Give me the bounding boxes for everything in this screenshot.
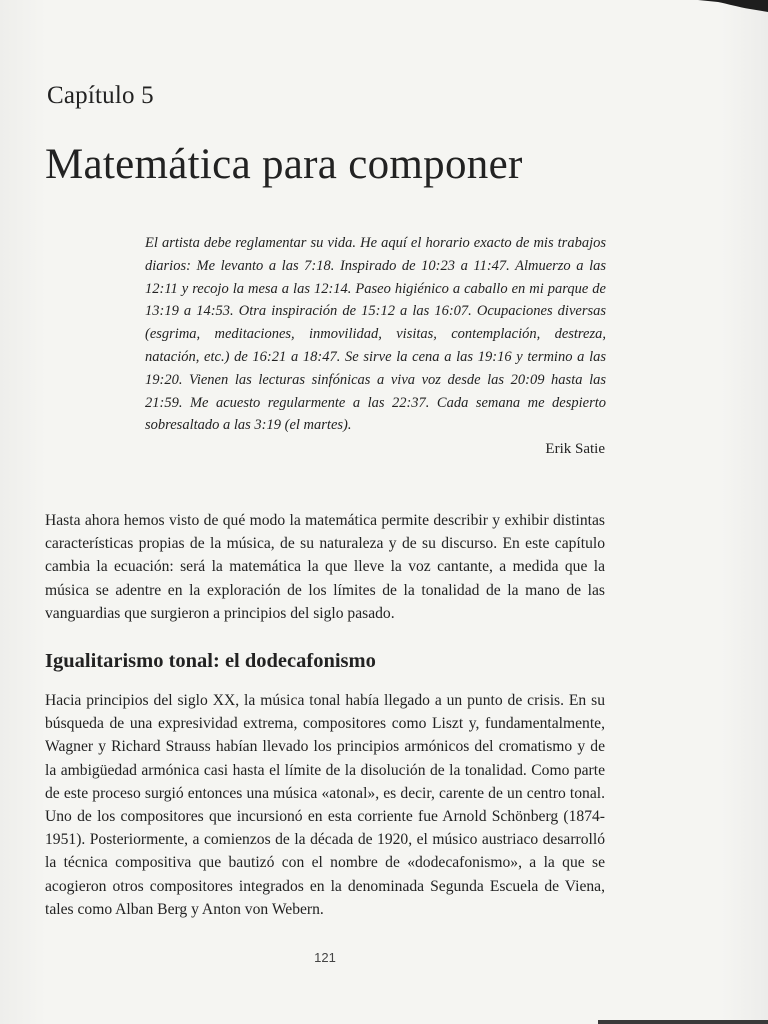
intro-paragraph: Hasta ahora hemos visto de qué modo la matemática permite describir y exhibir distintas características propias de la música, de su naturaleza y de su discurso. En este capítulo cambia la ecuación: será la matemática la que lleve la voz cantante, a medida que la música se adentre en la exploración de los límites de la tonalidad de la mano de las vanguardias que surgieron a principios del siglo pasado.: [45, 512, 605, 622]
scan-bottom-edge: [598, 1020, 768, 1024]
page-number: 121: [314, 950, 336, 965]
scan-corner-shadow: [698, 0, 768, 12]
epigraph-author: Erik Satie: [545, 441, 605, 457]
chapter-label: Capítulo 5: [47, 82, 154, 109]
section-paragraph: Hacia principios del siglo XX, la música tonal había llegado a un punto de crisis. En su búsqueda de una expresividad extrema, compositores como Liszt y, fundamentalmente, Wagner y Richard Strauss habían llevado los principios armónicos del cromatismo y de la ambigüedad armónica casi hasta el límite de la disolución de la tonalidad. Como parte de este proceso surgió entonces una música «atonal», es decir, carente de un centro tonal. Uno de los compositores que incursionó en esta corriente fue Arnold Schönberg (1874-1951). Posteriormente, a comienzos de la década de 1920, el músico austriaco desarrolló la técnica compositiva que bautizó con el nombre de «dodecafonismo», a la que se acogieron otros compositores integrados en la denominada Segunda Escuela de Viena, tales como Alban Berg y Anton von Webern.: [45, 692, 605, 918]
section-heading: Igualitarismo tonal: el dodecafonismo: [45, 650, 376, 672]
chapter-title: Matemática para componer: [45, 141, 523, 188]
epigraph-quote: El artista debe reglamentar su vida. He aquí el horario exacto de mis trabajos diarios: Me levanto a las 7:18. Inspirado de 10:23 a 11:47. Almuerzo a las 12:11 y recojo la mesa a las 12:14. Paseo higiénico a caballo en mi parque de 13:19 a 14:53. Otra inspiración de 15:12 a las 16:07. Ocupaciones diversas (esgrima, meditaciones, inmovilidad, visitas, contemplación, destreza, natación, etc.) de 16:21 a 18:47. Se sirve la cena a las 19:16 y termino a las 19:20. Vienen las lecturas sinfónicas a viva voz desde las 20:09 hasta las 21:59. Me acuesto regularmente a las 22:37. Cada semana me despierto sobresaltado a las 3:19 (el martes).: [145, 235, 606, 434]
